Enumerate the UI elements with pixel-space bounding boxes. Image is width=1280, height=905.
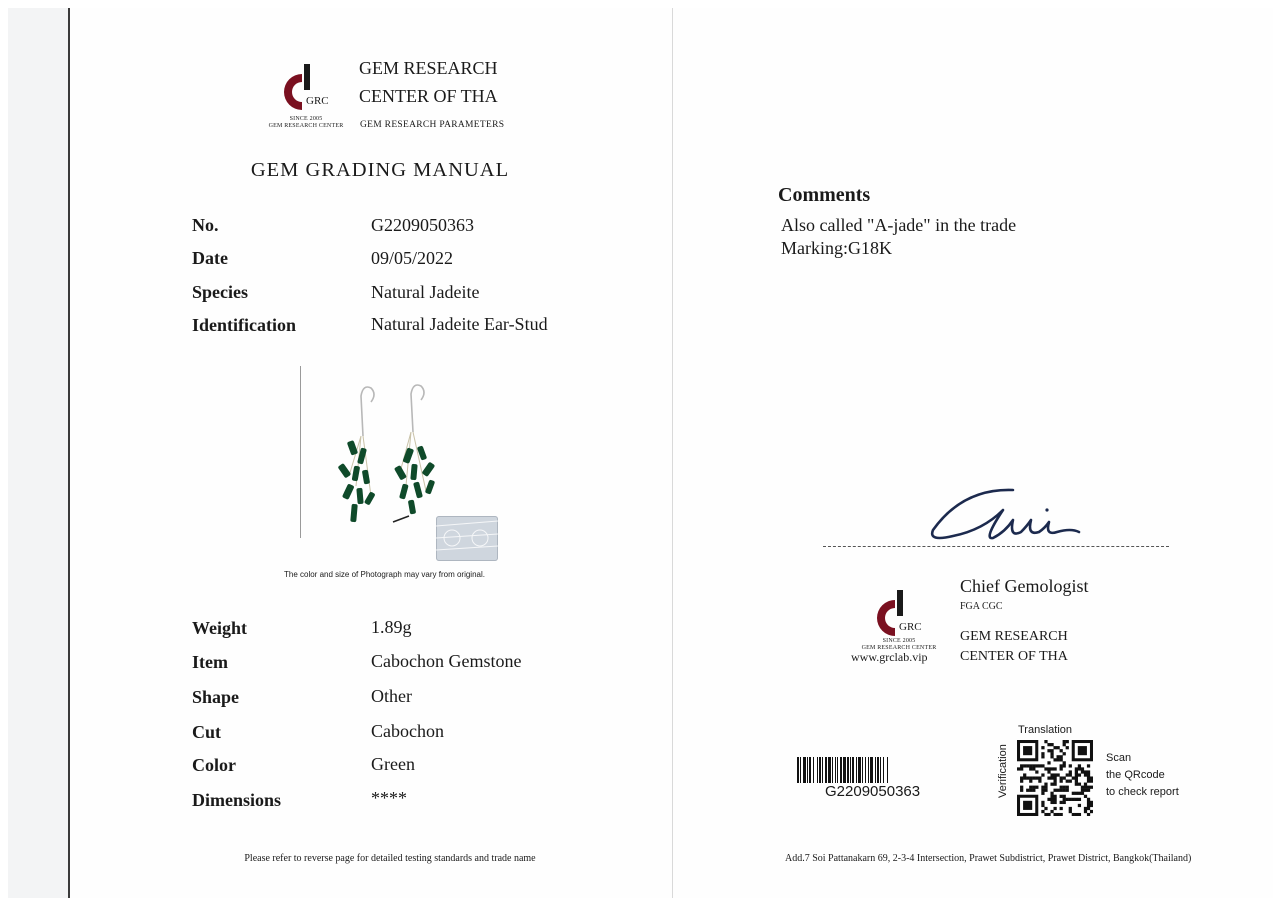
header-title-line2: CENTER OF THA [359,86,498,106]
field-value-identification: Natural Jadeite Ear-Stud [371,314,548,334]
scanner-edge [8,8,70,898]
field-label-color: Color [192,755,236,775]
scan-line-1: Scan [1106,752,1132,764]
field-label-dimensions: Dimensions [192,790,282,810]
qr-translation-label: Translation [1018,724,1073,736]
field-label-cut: Cut [192,722,222,742]
photo-disclaimer: The color and size of Photograph may vary from original. [284,570,485,579]
address-footer: Add.7 Soi Pattanakarn 69, 2-3-4 Intersection, Prawet Subdistrict, Prawet District, Bangkok(Thailand) [785,853,1192,864]
certificate-front-page [70,8,673,898]
field-value-number: G2209050363 [371,215,474,235]
field-value-weight: 1.89g [371,617,412,637]
svg-text:GRC: GRC [306,95,329,107]
barcode-image [797,757,959,783]
qr-verification-label: Verification [997,744,1009,798]
hologram-sticker [436,516,498,561]
logo-since: SINCE 2005 [289,116,323,122]
front-footer-note: Please refer to reverse page for detailed testing standards and trade name [244,853,536,864]
logo-center-name: GEM RESEARCH CENTER [268,123,344,129]
header-title-line1: GEM RESEARCH [359,58,498,78]
field-label-weight: Weight [192,618,248,638]
field-label-date: Date [192,248,228,268]
gemologist-credentials: FGA CGC [960,601,1003,612]
gemologist-signature [923,480,1093,550]
field-value-color: Green [371,754,415,774]
field-label-species: Species [192,282,248,302]
qr-code-image[interactable] [1017,740,1093,816]
gem-photo [300,366,481,538]
grc-mark-icon [871,590,927,644]
org-name-line1: GEM RESEARCH [960,629,1068,644]
field-value-dimensions: **** [371,788,407,808]
field-label-shape: Shape [192,687,240,707]
document-title: GEM GRADING MANUAL [250,159,510,181]
chief-gemologist-title: Chief Gemologist [960,576,1089,596]
scan-line-3: to check report [1106,786,1179,798]
logo-since: SINCE 2005 [882,638,916,644]
comment-line-1: Also called "A-jade" in the trade [781,215,1017,235]
svg-text:GRC: GRC [899,621,922,633]
comment-line-2: Marking:G18K [781,238,892,258]
website-url: www.grclab.vip [851,650,928,664]
field-label-item: Item [192,652,228,672]
barcode-number: G2209050363 [825,783,921,800]
field-value-shape: Other [371,686,412,706]
field-value-species: Natural Jadeite [371,282,480,302]
logo-center-name: GEM RESEARCH CENTER [861,645,937,651]
header-subtitle: GEM RESEARCH PARAMETERS [360,120,505,130]
signature-line [823,546,1169,547]
field-label-identification: Identification [192,315,297,335]
field-value-item: Cabochon Gemstone [371,651,522,671]
field-value-cut: Cabochon [371,721,444,741]
hologram-pattern-icon [436,516,498,561]
grc-mark-icon [278,64,334,118]
certificate-back-page [673,8,1273,898]
field-label-number: No. [192,215,219,235]
scan-line-2: the QRcode [1106,769,1165,781]
org-name-line2: CENTER OF THA [960,649,1068,664]
field-value-date: 09/05/2022 [371,248,454,268]
grc-logo [266,64,346,134]
comments-title: Comments [778,184,871,206]
